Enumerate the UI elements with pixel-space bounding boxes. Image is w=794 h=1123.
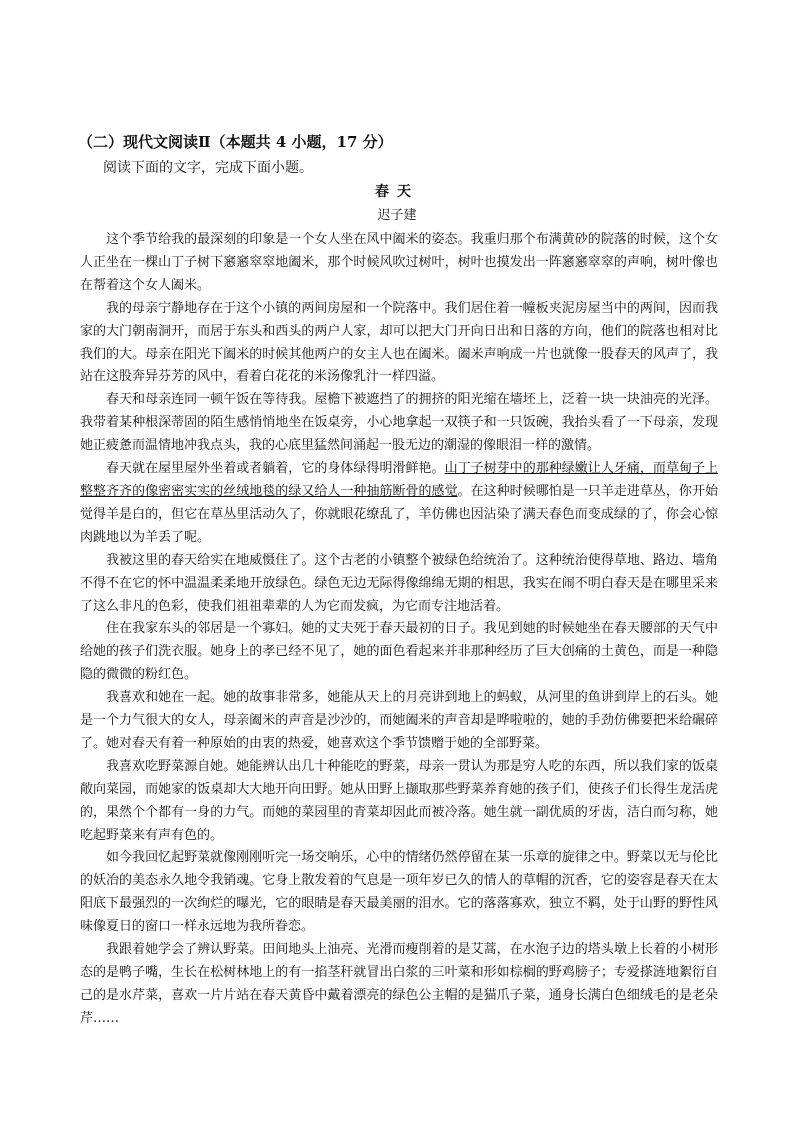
reading-instruction: 阅读下面的文字，完成下面小题。 — [103, 160, 313, 176]
essay-body — [80, 229, 718, 1031]
paragraph-1: 这个季节给我的最深刻的印象是一个女人坐在风中阖米的姿态。我重归那个布满黄砂的院落的时候，这个女人正坐在一棵山丁子树下窸窸窣窣地阖米，那个时候风吹过树叶，树叶也摸发出一阵窸窸窣窣的声响，树叶像也在帮着这个女人阖米。 — [80, 232, 718, 293]
paragraph-4-rest: 。在这种时候哪怕是一只羊走进草丛，你开始觉得羊是白的，但它在草丛里活动久了，你就眼花缭乱了，羊仿佛也因沾染了满天春色而变成绿的了，你会心惊肉跳地以为羊丢了呢。 — [80, 483, 718, 545]
paragraph-9: 如今我回忆起野菜就像刚刚听完一场交响乐，心中的情绪仍然停留在某一乐章的旋律之中。野菜以无与伦比的妖冶的美态永久地令我销魂。它身上散发着的气息是一项年岁已久的情人的草帽的沉香，它的姿容是春天在太阳底下最强烈的一次绚烂的曝光，它的眼睛是春天最美丽的泪水。它的落落寡欢，独立不羁，处于山野的野性风味像夏日的窗口一样永远地为我所眷恋。 — [80, 850, 718, 935]
paragraph-8: 我喜欢吃野菜源自她。她能辨认出几十种能吃的野菜，母亲一贯认为那是穷人吃的东西，所以我们家的饭桌敞向菜园，而她家的饭桌却大大地开向田野。她从田野上撷取那些野菜养育她的孩子们，使孩子们长得生龙活虎的，果然个个都有一身的力气。而她的菜园里的青菜却因此而被冷落。她生就一副优质的牙齿，洁白而匀称，她吃起野菜来有声有色的。 — [80, 758, 718, 843]
section-title: （二）现代文阅读Ⅱ（本题共 4 小题，17 分） — [78, 133, 393, 151]
paragraph-6: 住在我家东头的邻居是一个寡妇。她的丈夫死于春天最初的日子。我见到她的时候她坐在春天腰部的天气中给她的孩子们洗衣服。她身上的孝已经不见了，她的面色看起来并非那种经历了巨大创痛的土黄色，而是一种隐隐的微微的粉红色。 — [80, 621, 718, 683]
essay-title: 春天 — [375, 184, 419, 200]
paragraph-3: 春天和母亲连同一顿午饭在等待我。屋檐下被遮挡了的拥挤的阳光缩在墙坯上，泛着一块一块油亮的光泽。我带着某种根深蒂固的陌生感悄悄地坐在饭桌旁，小心地拿起一双筷子和一只饭碗，我抬头看了一下母亲，发现她正疲惫而温情地冲我点头，我的心底里猛然间涌起一股无边的潮湿的像眼泪一样的激情。 — [80, 392, 718, 454]
paragraph-4 — [80, 458, 718, 550]
paragraph-4-lead: 春天就在屋里屋外坐着或者躺着，它的身体绿得明滑鲜艳。 — [106, 461, 445, 477]
paragraph-10: 我跟着她学会了辨认野菜。田间地头上油亮、光滑而瘦削着的是艾蒿，在水泡子边的塔头墩上长着的小树形态的是鸭子嘴，生长在松树林地上的有一掐茎秆就冒出白浆的三叶菜和形如棕榈的野鸡膀子；专爱搽涟地絮衍自己的是水芹菜，喜欢一片片站在春天黄昏中戴着漂亮的绿色公主帽的是猫爪子菜，通身长满白色细绒毛的是老朵芹…… — [80, 942, 718, 1026]
essay-author: 迟子建 — [377, 208, 417, 223]
paragraph-2: 我的母亲宁静地存在于这个小镇的两间房屋和一个院落中。我们居住着一幢板夹泥房屋当中的两间，因而我家的大门朝南洞开，而居于东头和西头的两户人家，却可以把大门开向日出和日落的方向，他们的院落也相对比我们的大。母亲在阳光下阖米的时候其他两户的女主人也在阖米。阖米声响成一片也就像一股春天的风声了，我站在这股奔异芬芳的风中，看着白花花的米汤像乳汁一样四溢。 — [80, 300, 718, 385]
underlined-sentence: 山丁子树芽中的那种绿嫩让人牙痛，而草甸子上整整齐齐的像密密实实的丝绒地毯的绿又给人一种抽筋断骨的感觉 — [80, 461, 718, 499]
paragraph-5: 我被这里的春天给实在地威慑住了。这个古老的小镇整个被绿色给统治了。这种统治使得草地、路边、墙角不得不在它的怀中温温柔柔地开放绿色。绿色无边无际得像绵绵无期的相思，我实在闹不明白春天是在哪里采来了这么非凡的色彩，使我们祖祖辈辈的人为它而发疯，为它而专注地活着。 — [80, 552, 718, 614]
paragraph-7: 我喜欢和她在一起。她的故事非常多，她能从天上的月亮讲到地上的蚂蚁，从河里的鱼讲到岸上的石头。她是一个力气很大的女人，母亲阖米的声音是沙沙的，而她阖米的声音却是哗啦啦的，她的手劲仿佛要把米给碾碎了。她对春天有着一种原始的由衷的热爱，她喜欢这个季节馈赠于她的全部野菜。 — [80, 690, 718, 751]
